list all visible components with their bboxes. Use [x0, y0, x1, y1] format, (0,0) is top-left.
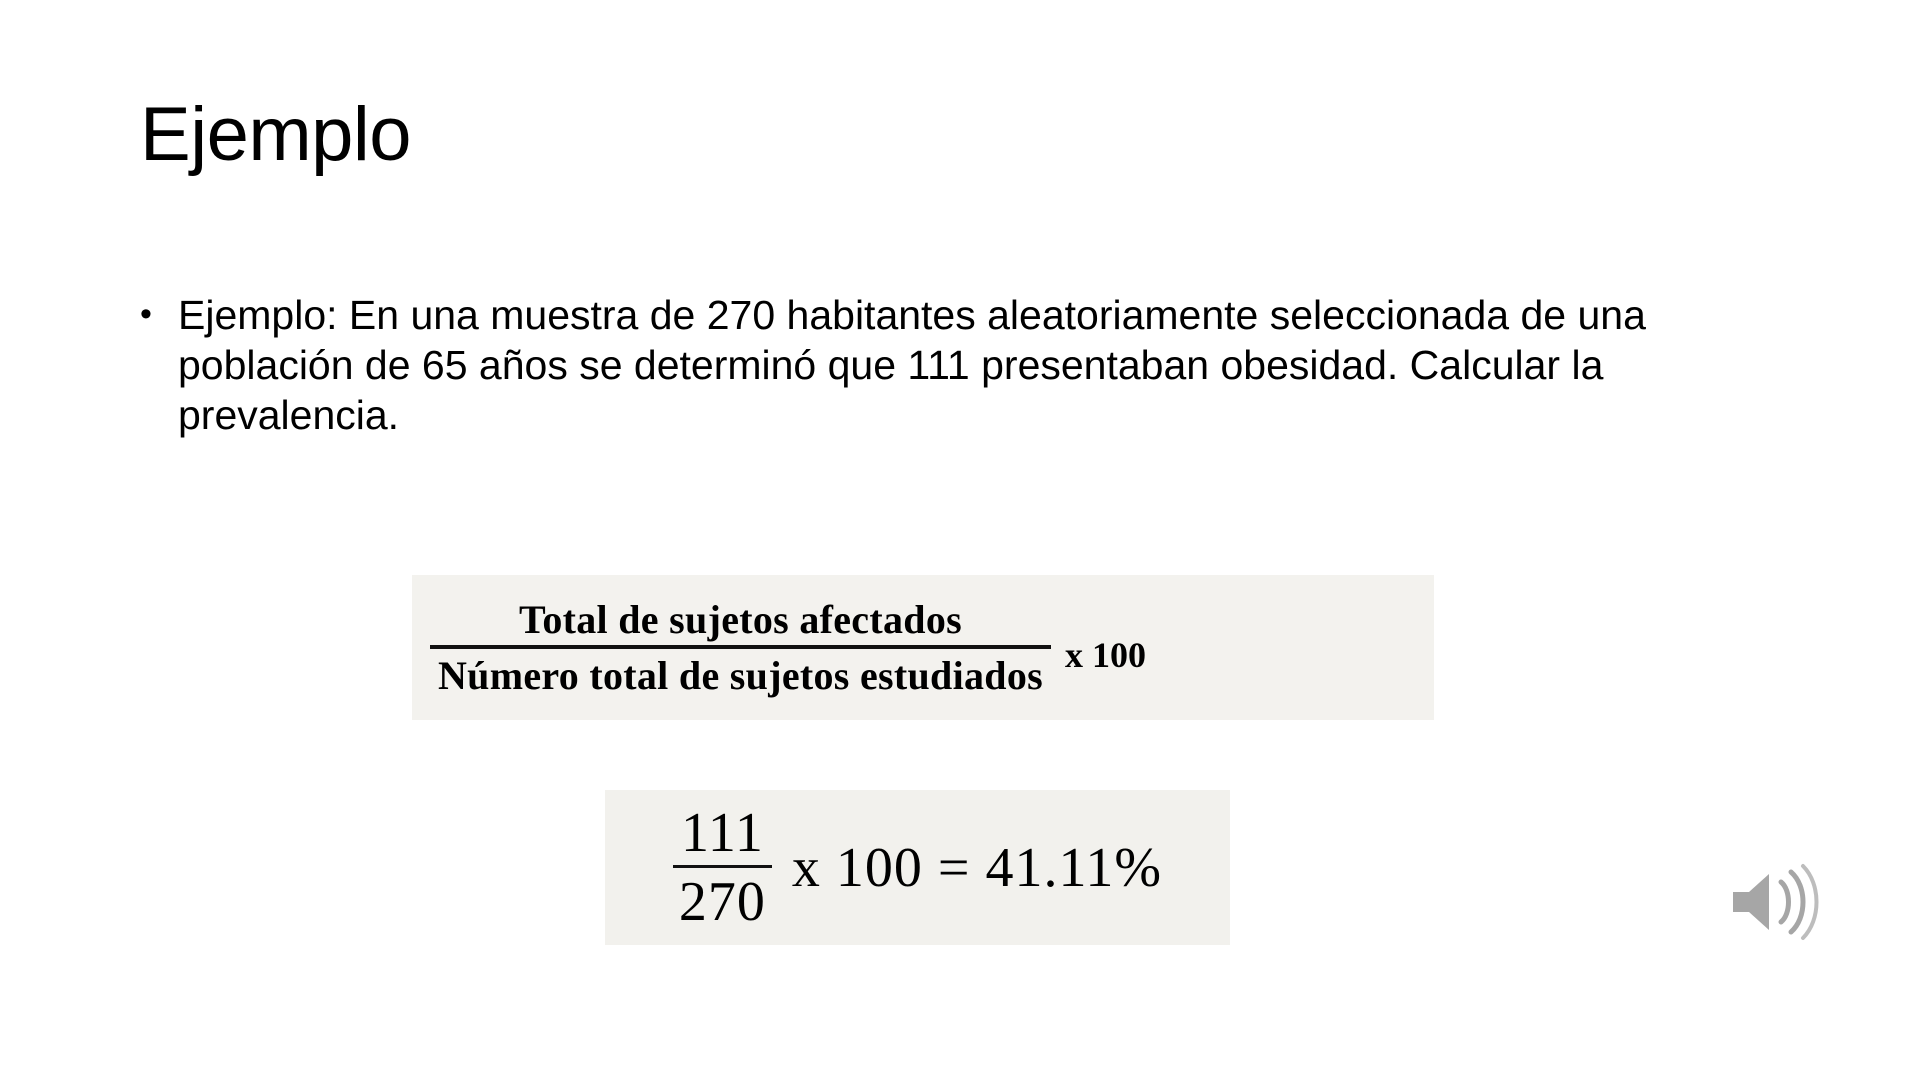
result-expression: x 100 = 41.11%: [791, 836, 1163, 899]
result-fraction: [673, 801, 772, 934]
slide-body: [140, 290, 1700, 440]
prevalence-result-image: [605, 790, 1230, 945]
list-item: [140, 290, 1700, 440]
formula-denominator: Número total de sujetos estudiados: [430, 645, 1051, 699]
prevalence-formula-image: [412, 575, 1434, 720]
formula-fraction: [430, 596, 1051, 699]
result-denominator: 270: [673, 865, 772, 934]
bullet-marker-icon: •: [140, 295, 152, 333]
result-numerator: 111: [681, 802, 764, 864]
bullet-text: Ejemplo: En una muestra de 270 habitantes aleatoriamente seleccionada de una población de 65 años se determinó que 111 presentaban obesidad. Calcular la prevalencia.: [178, 292, 1646, 439]
speaker-icon[interactable]: [1725, 860, 1820, 945]
formula-numerator: Total de sujetos afectados: [519, 597, 962, 642]
page-title: Ejemplo: [140, 92, 412, 177]
formula-multiplier: x 100: [1065, 634, 1147, 675]
